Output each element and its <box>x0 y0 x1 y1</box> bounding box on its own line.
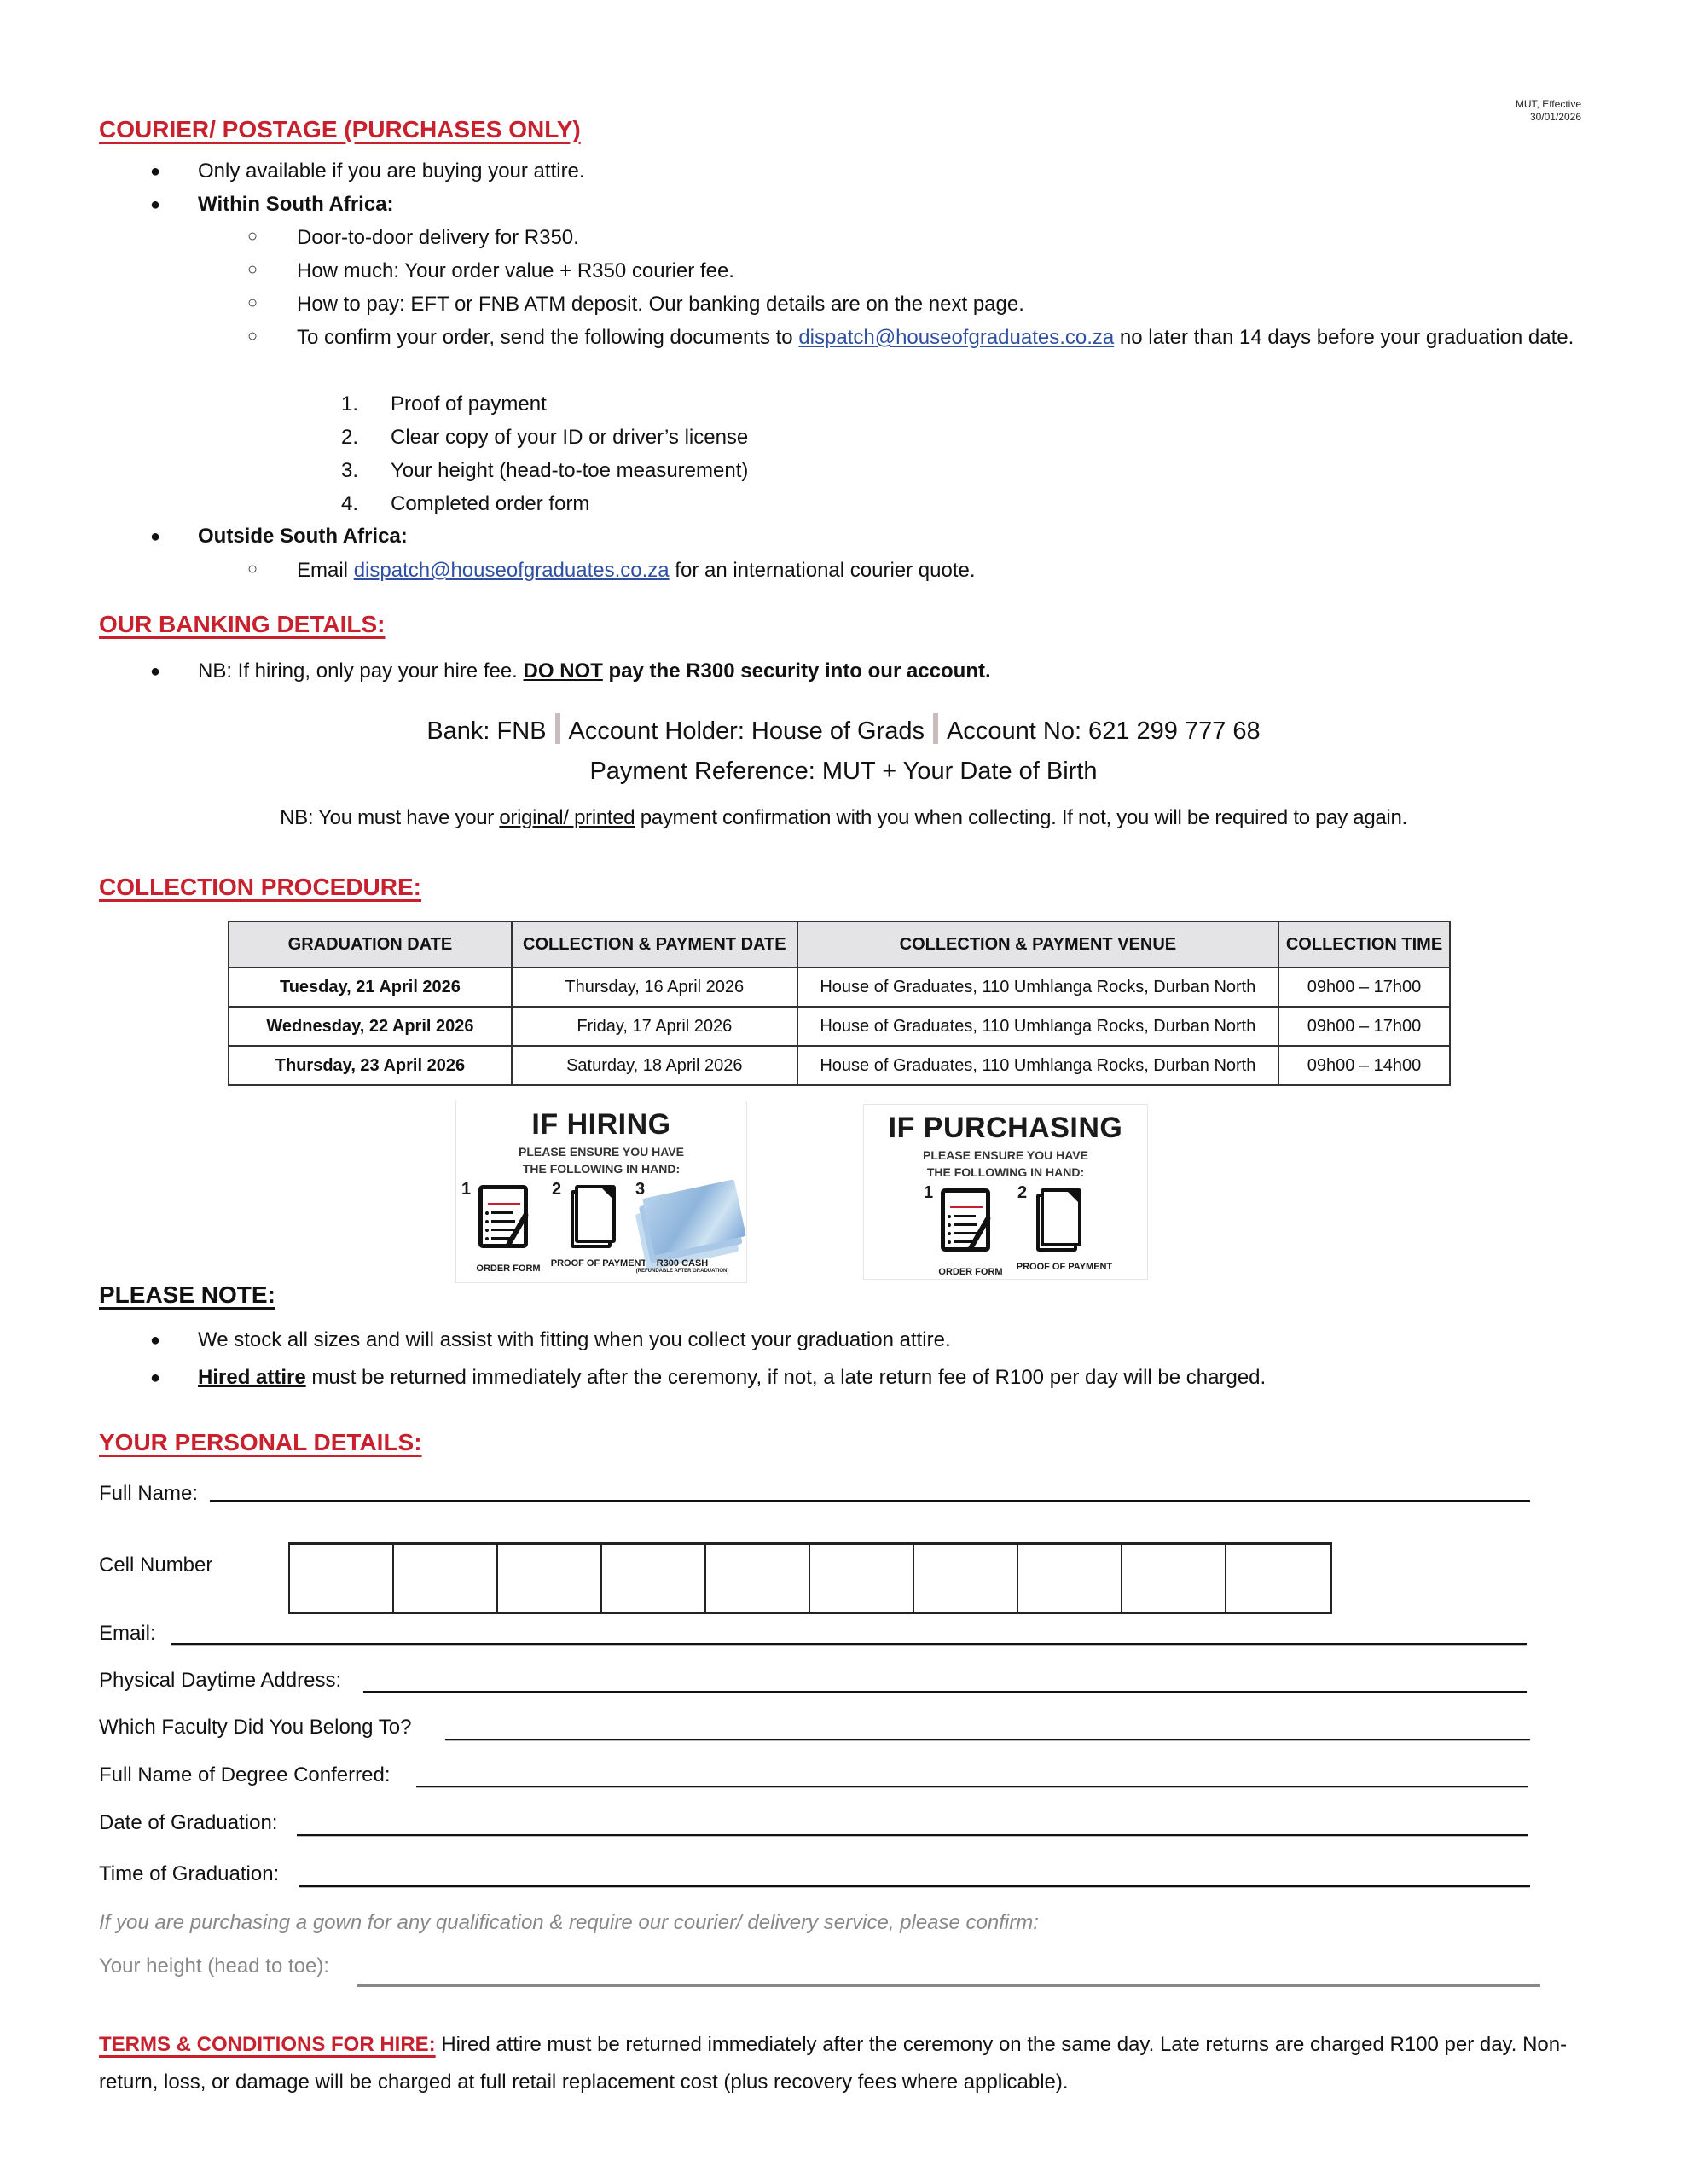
card-subtitle-1: PLEASE ENSURE YOU HAVE <box>519 1145 684 1159</box>
item-number: 2 <box>552 1180 562 1199</box>
cell-digit-box[interactable] <box>498 1545 602 1612</box>
hired-attire-rest: must be returned immediately after the ceremony, if not, a late return fee of R100 per day will be charged. <box>311 1366 1267 1389</box>
within-sa-label: Within South Africa: <box>198 193 394 216</box>
circle-bullet-icon: ○ <box>247 227 258 246</box>
cell-venue: House of Graduates, 110 Umhlanga Rocks, Durban North <box>797 1007 1278 1046</box>
effective-label: MUT, Effective <box>1515 98 1581 110</box>
item-number: 2 <box>1017 1183 1028 1202</box>
item-label: ORDER FORM <box>476 1263 541 1274</box>
cell-venue: House of Graduates, 110 Umhlanga Rocks, Durban North <box>797 967 1278 1007</box>
note-hired-attire <box>198 1365 1266 1391</box>
banking-heading: OUR BANKING DETAILS: <box>99 611 386 637</box>
doc-num-1: 1. <box>341 392 359 415</box>
cell-digit-box[interactable] <box>1226 1545 1330 1612</box>
confirm-prefix: To confirm your order, send the following documents to <box>297 326 793 349</box>
item-number: 1 <box>924 1183 934 1202</box>
full-name-label: Full Name: <box>99 1482 199 1505</box>
courier-heading: COURIER/ POSTAGE (PURCHASES ONLY) <box>99 116 581 142</box>
item-label <box>627 1258 738 1275</box>
outside-prefix: Email <box>297 559 349 582</box>
effective-date: 30/01/2026 <box>1529 111 1581 123</box>
note-prefix: NB: You must have your <box>280 806 494 829</box>
cell-number-boxes[interactable] <box>288 1542 1332 1614</box>
banking-confirmation-note <box>0 805 1687 831</box>
item-label: ORDER FORM <box>938 1267 1003 1277</box>
address-field[interactable] <box>363 1691 1527 1693</box>
separator-bar <box>555 713 560 744</box>
dispatch-email-link-international[interactable]: dispatch@houseofgraduates.co.za <box>353 559 670 582</box>
card-items <box>456 1180 746 1291</box>
cash-label: R300 CASH <box>656 1258 709 1269</box>
address-label: Physical Daytime Address: <box>99 1669 342 1692</box>
cell-time: 09h00 – 14h00 <box>1278 1046 1450 1085</box>
email-label: Email: <box>99 1622 156 1645</box>
cell-graduation-date: Tuesday, 21 April 2026 <box>229 967 512 1007</box>
faculty-label: Which Faculty Did You Belong To? <box>99 1716 412 1739</box>
doc-id-copy: Clear copy of your ID or driver’s license <box>391 426 749 449</box>
table-row <box>229 967 1450 1007</box>
banking-nb-hire <box>198 659 991 684</box>
doc-proof-of-payment: Proof of payment <box>391 392 547 415</box>
cell-digit-box[interactable] <box>914 1545 1018 1612</box>
account-holder: Account Holder: House of Grads <box>568 717 925 745</box>
bullet-icon: ● <box>150 527 161 546</box>
cell-time: 09h00 – 17h00 <box>1278 1007 1450 1046</box>
banknotes-icon <box>642 1179 746 1255</box>
doc-order-form: Completed order form <box>391 492 590 515</box>
cell-graduation-date: Thursday, 23 April 2026 <box>229 1046 512 1085</box>
col-collection-date: COLLECTION & PAYMENT DATE <box>512 921 797 967</box>
bullet-icon: ● <box>150 1368 161 1387</box>
nb-suffix: pay the R300 security into our account. <box>608 659 991 682</box>
degree-field[interactable] <box>416 1786 1528 1788</box>
table-row <box>229 1046 1450 1085</box>
account-number: Account No: 621 299 777 68 <box>947 717 1261 745</box>
bullet-icon: ● <box>150 162 161 181</box>
item-number: 3 <box>635 1180 646 1199</box>
confirm-suffix: no later than 14 days before your graduation date. <box>1119 326 1574 349</box>
full-name-field[interactable] <box>210 1500 1530 1502</box>
outside-item-email <box>297 558 976 584</box>
proof-of-payment-icon <box>1036 1188 1082 1252</box>
graduation-date-label: Date of Graduation: <box>99 1811 278 1834</box>
cell-digit-box[interactable] <box>394 1545 498 1612</box>
note-sizes: We stock all sizes and will assist with fitting when you collect your graduation attire. <box>198 1328 951 1351</box>
graduation-date-field[interactable] <box>297 1834 1528 1837</box>
separator-bar <box>933 713 938 744</box>
collection-heading: COLLECTION PROCEDURE: <box>99 874 421 900</box>
terms-heading: TERMS & CONDITIONS FOR HIRE: <box>99 2033 436 2056</box>
cell-collection-date: Saturday, 18 April 2026 <box>512 1046 797 1085</box>
courier-bullet-only-available: Only available if you are buying your attire. <box>198 160 585 183</box>
card-items <box>864 1183 1147 1294</box>
doc-num-2: 2. <box>341 426 359 449</box>
circle-bullet-icon: ○ <box>247 327 258 346</box>
note-suffix: payment confirmation with you when collecting. If not, you will be required to pay again. <box>640 806 1407 829</box>
degree-label: Full Name of Degree Conferred: <box>99 1763 391 1786</box>
personal-details-heading: YOUR PERSONAL DETAILS: <box>99 1429 422 1455</box>
bullet-icon: ● <box>150 195 161 214</box>
courier-confirm-note: If you are purchasing a gown for any qualification & require our courier/ delivery service, please confirm: <box>99 1911 1039 1934</box>
collection-schedule-table <box>228 921 1451 1086</box>
cell-digit-box[interactable] <box>1018 1545 1122 1612</box>
faculty-field[interactable] <box>445 1739 1530 1741</box>
circle-bullet-icon: ○ <box>247 560 258 578</box>
height-field[interactable] <box>357 1984 1540 1987</box>
card-subtitle-1: PLEASE ENSURE YOU HAVE <box>923 1148 1088 1162</box>
proof-of-payment-icon <box>571 1185 617 1248</box>
doc-num-3: 3. <box>341 459 359 482</box>
cell-digit-box[interactable] <box>290 1545 394 1612</box>
doc-num-4: 4. <box>341 492 359 515</box>
cell-collection-date: Friday, 17 April 2026 <box>512 1007 797 1046</box>
nb-prefix: NB: If hiring, only pay your hire fee. <box>198 659 518 682</box>
doc-height: Your height (head-to-toe measurement) <box>391 459 749 482</box>
cash-note: (REFUNDABLE AFTER GRADUATION) <box>635 1269 729 1274</box>
email-field[interactable] <box>171 1643 1527 1646</box>
cell-digit-box[interactable] <box>602 1545 706 1612</box>
graduation-time-label: Time of Graduation: <box>99 1862 280 1885</box>
if-hiring-card <box>455 1101 747 1283</box>
circle-bullet-icon: ○ <box>247 293 258 312</box>
terms-and-conditions <box>99 2026 1583 2101</box>
item-label: PROOF OF PAYMENT <box>1016 1262 1113 1272</box>
bank-details-row <box>0 713 1687 746</box>
height-label: Your height (head to toe): <box>99 1955 329 1978</box>
graduation-time-field[interactable] <box>299 1885 1530 1888</box>
table-row <box>229 1007 1450 1046</box>
cell-venue: House of Graduates, 110 Umhlanga Rocks, Durban North <box>797 1046 1278 1085</box>
cell-digit-box[interactable] <box>706 1545 810 1612</box>
within-item-delivery: Door-to-door delivery for R350. <box>297 226 579 249</box>
within-item-confirm <box>297 321 1578 354</box>
effective-date-note <box>1516 98 1581 124</box>
col-graduation-date: GRADUATION DATE <box>229 921 512 967</box>
hired-attire-bold: Hired attire <box>198 1366 306 1389</box>
item-number: 1 <box>461 1180 472 1199</box>
outside-sa-label: Outside South Africa: <box>198 525 408 548</box>
nb-do-not: DO NOT <box>523 659 603 682</box>
within-item-how-much: How much: Your order value + R350 courier fee. <box>297 259 734 282</box>
bullet-icon: ● <box>150 662 161 681</box>
please-note-heading: PLEASE NOTE: <box>99 1281 275 1308</box>
card-title: IF HIRING <box>531 1108 671 1141</box>
circle-bullet-icon: ○ <box>247 260 258 279</box>
outside-suffix: for an international courier quote. <box>675 559 976 582</box>
terms-text: Hired attire must be returned immediately after the ceremony on the same day. Late returns are charged R100 per day. Non-return, loss, or damage will be charged at full retail replacement cost (plus recovery fees where applicable). <box>99 2033 1568 2094</box>
card-subtitle-2: THE FOLLOWING IN HAND: <box>926 1165 1085 1179</box>
col-venue: COLLECTION & PAYMENT VENUE <box>797 921 1278 967</box>
cell-number-label: Cell Number <box>99 1554 213 1577</box>
note-underlined: original/ printed <box>499 806 635 829</box>
payment-reference: Payment Reference: MUT + Your Date of Birth <box>589 758 1098 785</box>
col-time: COLLECTION TIME <box>1278 921 1450 967</box>
dispatch-email-link[interactable]: dispatch@houseofgraduates.co.za <box>798 326 1115 349</box>
cell-collection-date: Thursday, 16 April 2026 <box>512 967 797 1007</box>
table-header-row <box>229 921 1450 967</box>
cell-digit-box[interactable] <box>810 1545 914 1612</box>
cell-time: 09h00 – 17h00 <box>1278 967 1450 1007</box>
cell-graduation-date: Wednesday, 22 April 2026 <box>229 1007 512 1046</box>
if-purchasing-card <box>863 1104 1148 1280</box>
item-label: PROOF OF PAYMENT <box>550 1258 647 1269</box>
card-subtitle-2: THE FOLLOWING IN HAND: <box>522 1162 681 1176</box>
bank-name: Bank: FNB <box>426 717 547 745</box>
within-item-how-to-pay: How to pay: EFT or FNB ATM deposit. Our banking details are on the next page. <box>297 293 1024 316</box>
bullet-icon: ● <box>150 1331 161 1350</box>
card-title: IF PURCHASING <box>888 1112 1123 1144</box>
cell-digit-box[interactable] <box>1122 1545 1226 1612</box>
